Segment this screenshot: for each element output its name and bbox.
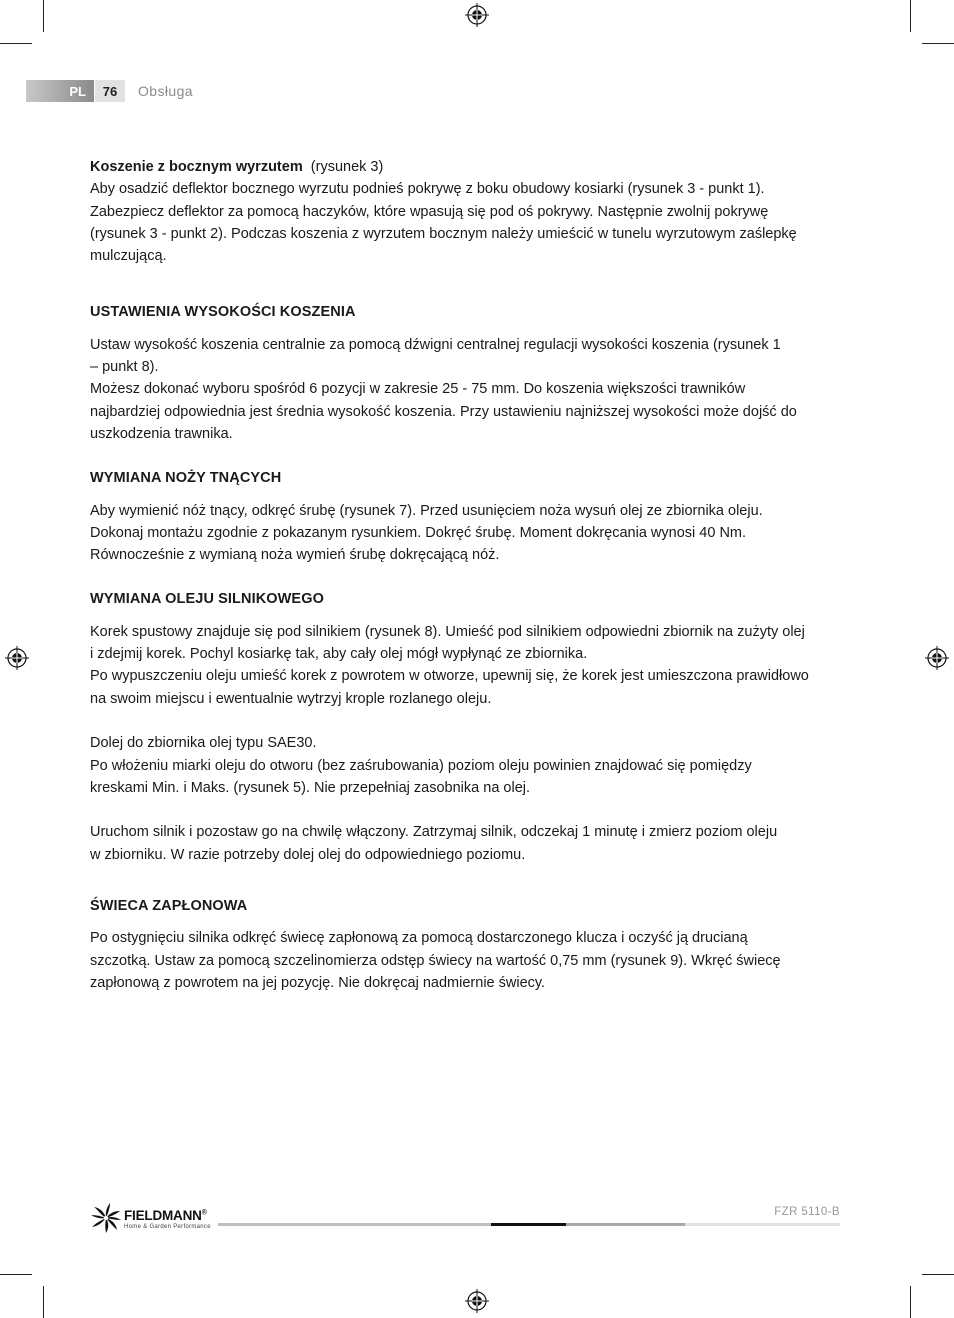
- footer-rule-segment: [566, 1223, 685, 1226]
- text-line: Zabezpiecz deflektor za pomocą haczyków, które wpasują się pod oś pokrywy. Następnie zwolnij pokrywę: [90, 203, 769, 220]
- brand-logo: [90, 1202, 220, 1238]
- text-line: Po ostygnięciu silnika odkręć świecę zapłonową za pomocą dostarczonego klucza i oczyść ją drucianą: [90, 930, 748, 947]
- text-line: kreskami Min. i Maks. (rysunek 5). Nie przepełniaj zasobnika na olej.: [90, 779, 531, 796]
- document-body: [90, 156, 840, 994]
- registration-mark-icon: [925, 646, 949, 670]
- intro-heading: Koszenie z bocznym wyrzutem: [90, 159, 303, 175]
- intro-heading-line: [90, 156, 840, 178]
- text-line: Po wypuszczeniu oleju umieść korek z powrotem w otworze, upewnij się, że korek jest umieszczona prawidłowo: [90, 668, 809, 685]
- text-line: Po włożeniu miarki oleju do otworu (bez zaśrubowania) poziom oleju powinien znajdować się pomiędzy: [90, 757, 752, 774]
- crop-mark: [43, 1286, 44, 1318]
- section-heading: ŚWIECA ZAPŁONOWA: [90, 898, 248, 915]
- text-line: szczotką. Ustaw za pomocą szczelinomierza odstęp świecy na wartość 0,75 mm (rysunek 9). Wkręć świecę: [90, 952, 781, 969]
- brand-tagline: Home & Garden Performance: [124, 1224, 211, 1230]
- crop-mark: [922, 43, 954, 44]
- crop-mark: [910, 1286, 911, 1318]
- text-line: (rysunek 3 - punkt 2). Podczas koszenia z wyrzutem bocznym należy umieścić w tunelu wyrzutowym zaślepkę: [90, 225, 797, 242]
- registration-mark-icon: [5, 646, 29, 670]
- language-tab: PL: [26, 80, 94, 102]
- section-title: Obsługa: [138, 83, 193, 99]
- brand-wordmark: [124, 1208, 207, 1223]
- text-line: Korek spustowy znajduje się pod silnikiem (rysunek 8). Umieść pod silnikiem odpowiedni zbiornik na zużyty olej: [90, 623, 805, 640]
- footer-rule-segment: [218, 1223, 491, 1226]
- text-line: Uruchom silnik i pozostaw go na chwilę włączony. Zatrzymaj silnik, odczekaj 1 minutę i zmierz poziom oleju: [90, 824, 778, 841]
- crop-mark: [0, 1274, 32, 1275]
- text-line: Ustaw wysokość koszenia centralnie za pomocą dźwigni centralnej regulacji wysokości koszenia (rysunek 1: [90, 336, 781, 353]
- text-line: na swoim miejscu i ewentualnie wytrzyj krople rozlanego oleju.: [90, 690, 492, 707]
- intro-figure-ref: (rysunek 3): [310, 159, 384, 175]
- crop-mark: [0, 43, 32, 44]
- trademark-symbol: ®: [201, 1209, 207, 1217]
- text-line: w zbiorniku. W razie potrzeby dolej olej do odpowiedniego poziomu.: [90, 846, 526, 863]
- footer-rule-segment: [685, 1223, 840, 1226]
- text-line: uszkodzenia trawnika.: [90, 425, 233, 442]
- text-line: – punkt 8).: [90, 359, 159, 376]
- model-number: FZR 5110-B: [774, 1206, 840, 1218]
- footer-rule-segment: [491, 1223, 566, 1226]
- text-line: i zdejmij korek. Pochyl kosiarkę tak, aby cały olej mógł wypłynąć ze zbiornika.: [90, 646, 588, 663]
- registration-mark-icon: [465, 3, 489, 27]
- text-line: Równocześnie z wymianą noża wymień śrubę dokręcającą nóż.: [90, 547, 500, 564]
- text-line: zapłonową z powrotem na jej pozycję. Nie dokręcaj nadmiernie świecy.: [90, 974, 546, 991]
- text-line: Możesz dokonać wyboru spośród 6 pozycji w zakresie 25 - 75 mm. Do koszenia większości trawników: [90, 381, 746, 398]
- page-number: 76: [95, 80, 125, 102]
- crop-mark: [910, 0, 911, 32]
- text-line: Dokonaj montażu zgodnie z pokazanym rysunkiem. Dokręć śrubę. Moment dokręcania wynosi 40 Nm.: [90, 524, 747, 541]
- text-line: Aby osadzić deflektor bocznego wyrzutu podnieś pokrywę z boku obudowy kosiarki (rysunek 3 - punkt 1).: [90, 181, 765, 198]
- page-footer: [90, 1200, 840, 1240]
- crop-mark: [922, 1274, 954, 1275]
- page-header: [26, 80, 193, 102]
- section-heading: WYMIANA OLEJU SILNIKOWEGO: [90, 591, 324, 608]
- section-heading: WYMIANA NOŻY TNĄCYCH: [90, 470, 282, 487]
- text-line: Dolej do zbiornika olej typu SAE30.: [90, 735, 317, 752]
- fieldmann-logo-icon: [90, 1202, 122, 1234]
- footer-rule: [218, 1223, 840, 1226]
- crop-mark: [43, 0, 44, 32]
- registration-mark-icon: [465, 1289, 489, 1313]
- brand-name: FIELDMANN: [124, 1208, 202, 1223]
- section-heading: USTAWIENIA WYSOKOŚCI KOSZENIA: [90, 304, 356, 321]
- text-line: mulczującą.: [90, 248, 167, 265]
- text-line: najbardziej odpowiednia jest średnia wysokość koszenia. Przy ustawieniu najniższej wysokości może dojść do: [90, 403, 797, 420]
- text-line: Aby wymienić nóż tnący, odkręć śrubę (rysunek 7). Przed usunięciem noża wysuń olej ze zbiornika oleju.: [90, 502, 763, 519]
